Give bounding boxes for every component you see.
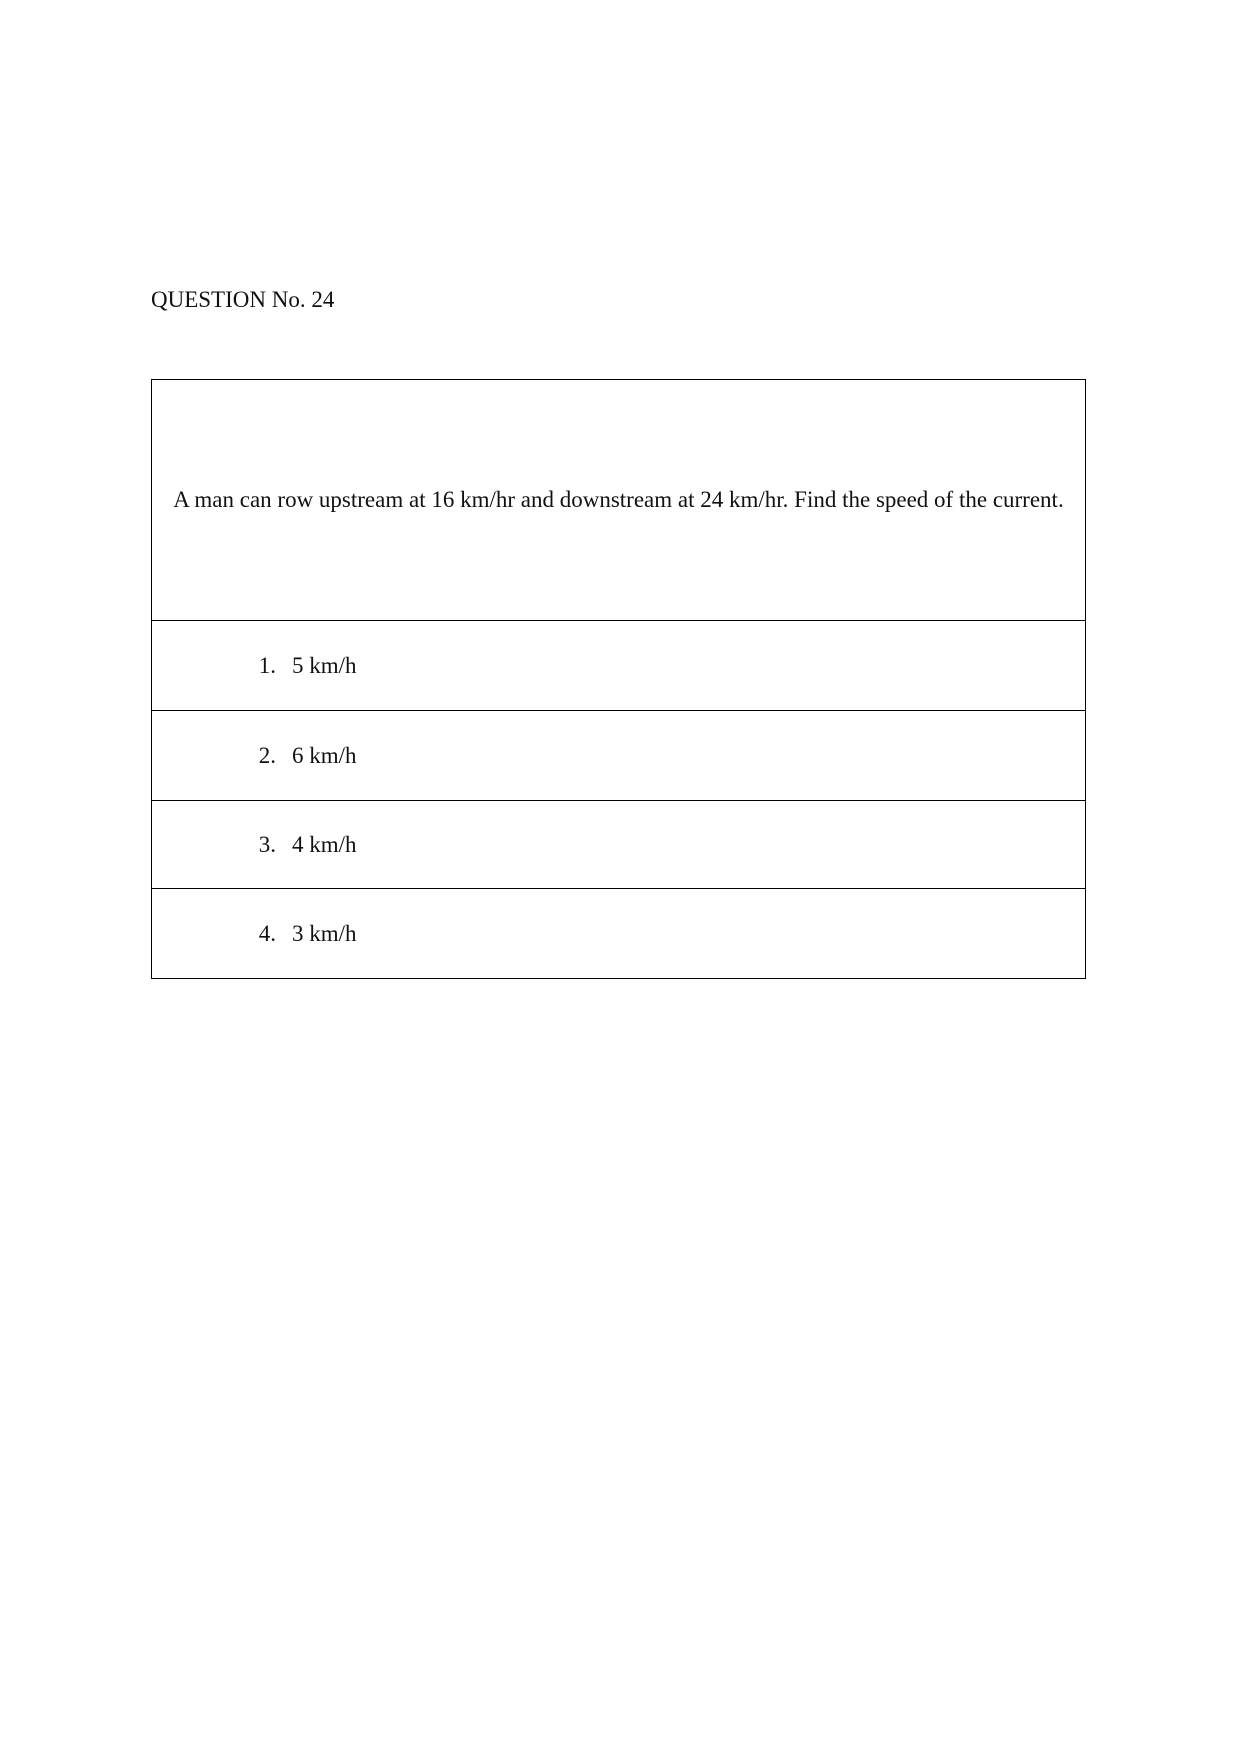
option-row-3[interactable] [152, 800, 1085, 888]
question-stem: A man can row upstream at 16 km/hr and downstream at 24 km/hr. Find the speed of the current. [173, 487, 1064, 512]
option-number: 3. [258, 831, 276, 857]
option-number: 4. [258, 920, 276, 946]
option-row-1[interactable] [152, 620, 1085, 710]
option-text: 5 km/h [292, 652, 357, 678]
option-number: 2. [258, 742, 276, 768]
option-row-4[interactable] [152, 888, 1085, 978]
question-table [151, 379, 1086, 979]
option-text: 3 km/h [292, 920, 357, 946]
option-text: 6 km/h [292, 742, 357, 768]
option-text: 4 km/h [292, 831, 357, 857]
option-row-2[interactable] [152, 710, 1085, 800]
option-number: 1. [258, 652, 276, 678]
question-heading: QUESTION No. 24 [151, 287, 335, 312]
